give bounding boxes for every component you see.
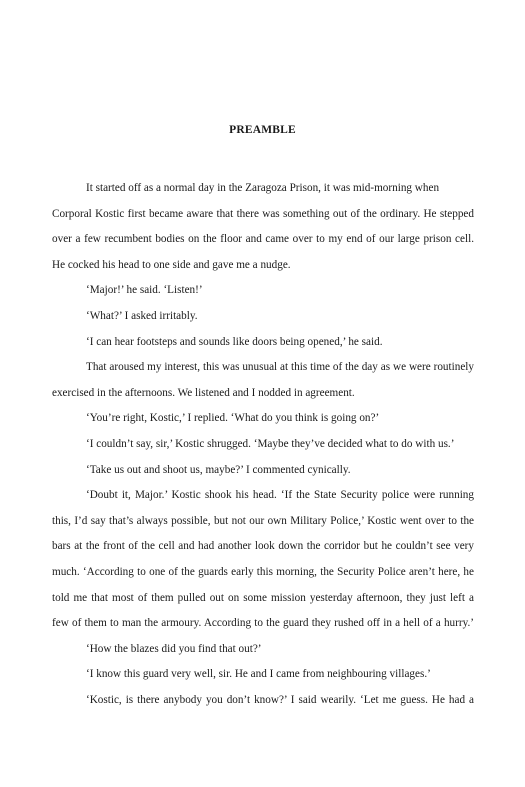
text-line: ‘Take us out and shoot us, maybe?’ I commented cynically. [86, 463, 351, 476]
body-text [52, 176, 474, 713]
text-line: ‘Major!’ he said. ‘Listen!’ [86, 284, 203, 297]
text-line: ‘You’re right, Kostic,’ I replied. ‘What do you think is going on?’ [86, 412, 380, 425]
text-line: ‘What?’ I asked irritably. [86, 309, 198, 322]
text-line: few of them to man the armoury. According to the guard they rushed off in a hell of a hurry.’ [52, 617, 474, 630]
text-line: ‘How the blazes did you find that out?’ [86, 642, 262, 655]
text-line: That aroused my interest, this was unusual at this time of the day as we were routinely [86, 361, 474, 374]
text-line: told me that most of them pulled out on some mission yesterday afternoon, they just left a [52, 591, 474, 604]
text-line: much. ‘According to one of the guards early this morning, the Security Police aren’t here, he [52, 565, 474, 578]
text-line: ‘Doubt it, Major.’ Kostic shook his head. ‘If the State Security police were running [86, 489, 474, 502]
text-line: exercised in the afternoons. We listened and I nodded in agreement. [52, 386, 355, 399]
text-line: Corporal Kostic first became aware that there was something out of the ordinary. He stepped [52, 207, 474, 220]
text-line: ‘I can hear footsteps and sounds like doors being opened,’ he said. [86, 335, 383, 348]
text-line: ‘Kostic, is there anybody you don’t know?’ I said wearily. ‘Let me guess. He had a [86, 693, 474, 706]
chapter-title: PREAMBLE [229, 124, 296, 136]
text-line: over a few recumbent bodies on the floor and came over to my end of our large prison cell. [52, 233, 474, 246]
text-line: ‘I know this guard very well, sir. He and I came from neighbouring villages.’ [86, 668, 431, 681]
text-line: bars at the front of the cell and had another look down the corridor but he couldn’t see very [52, 540, 474, 553]
text-line: It started off as a normal day in the Zaragoza Prison, it was mid-morning when [86, 182, 440, 194]
text-line: He cocked his head to one side and gave me a nudge. [52, 258, 291, 271]
text-line: this, I’d say that’s always possible, but not our own Military Police,’ Kostic went over to the [52, 514, 474, 527]
text-line: ‘I couldn’t say, sir,’ Kostic shrugged. ‘Maybe they’ve decided what to do with us.’ [86, 437, 455, 450]
